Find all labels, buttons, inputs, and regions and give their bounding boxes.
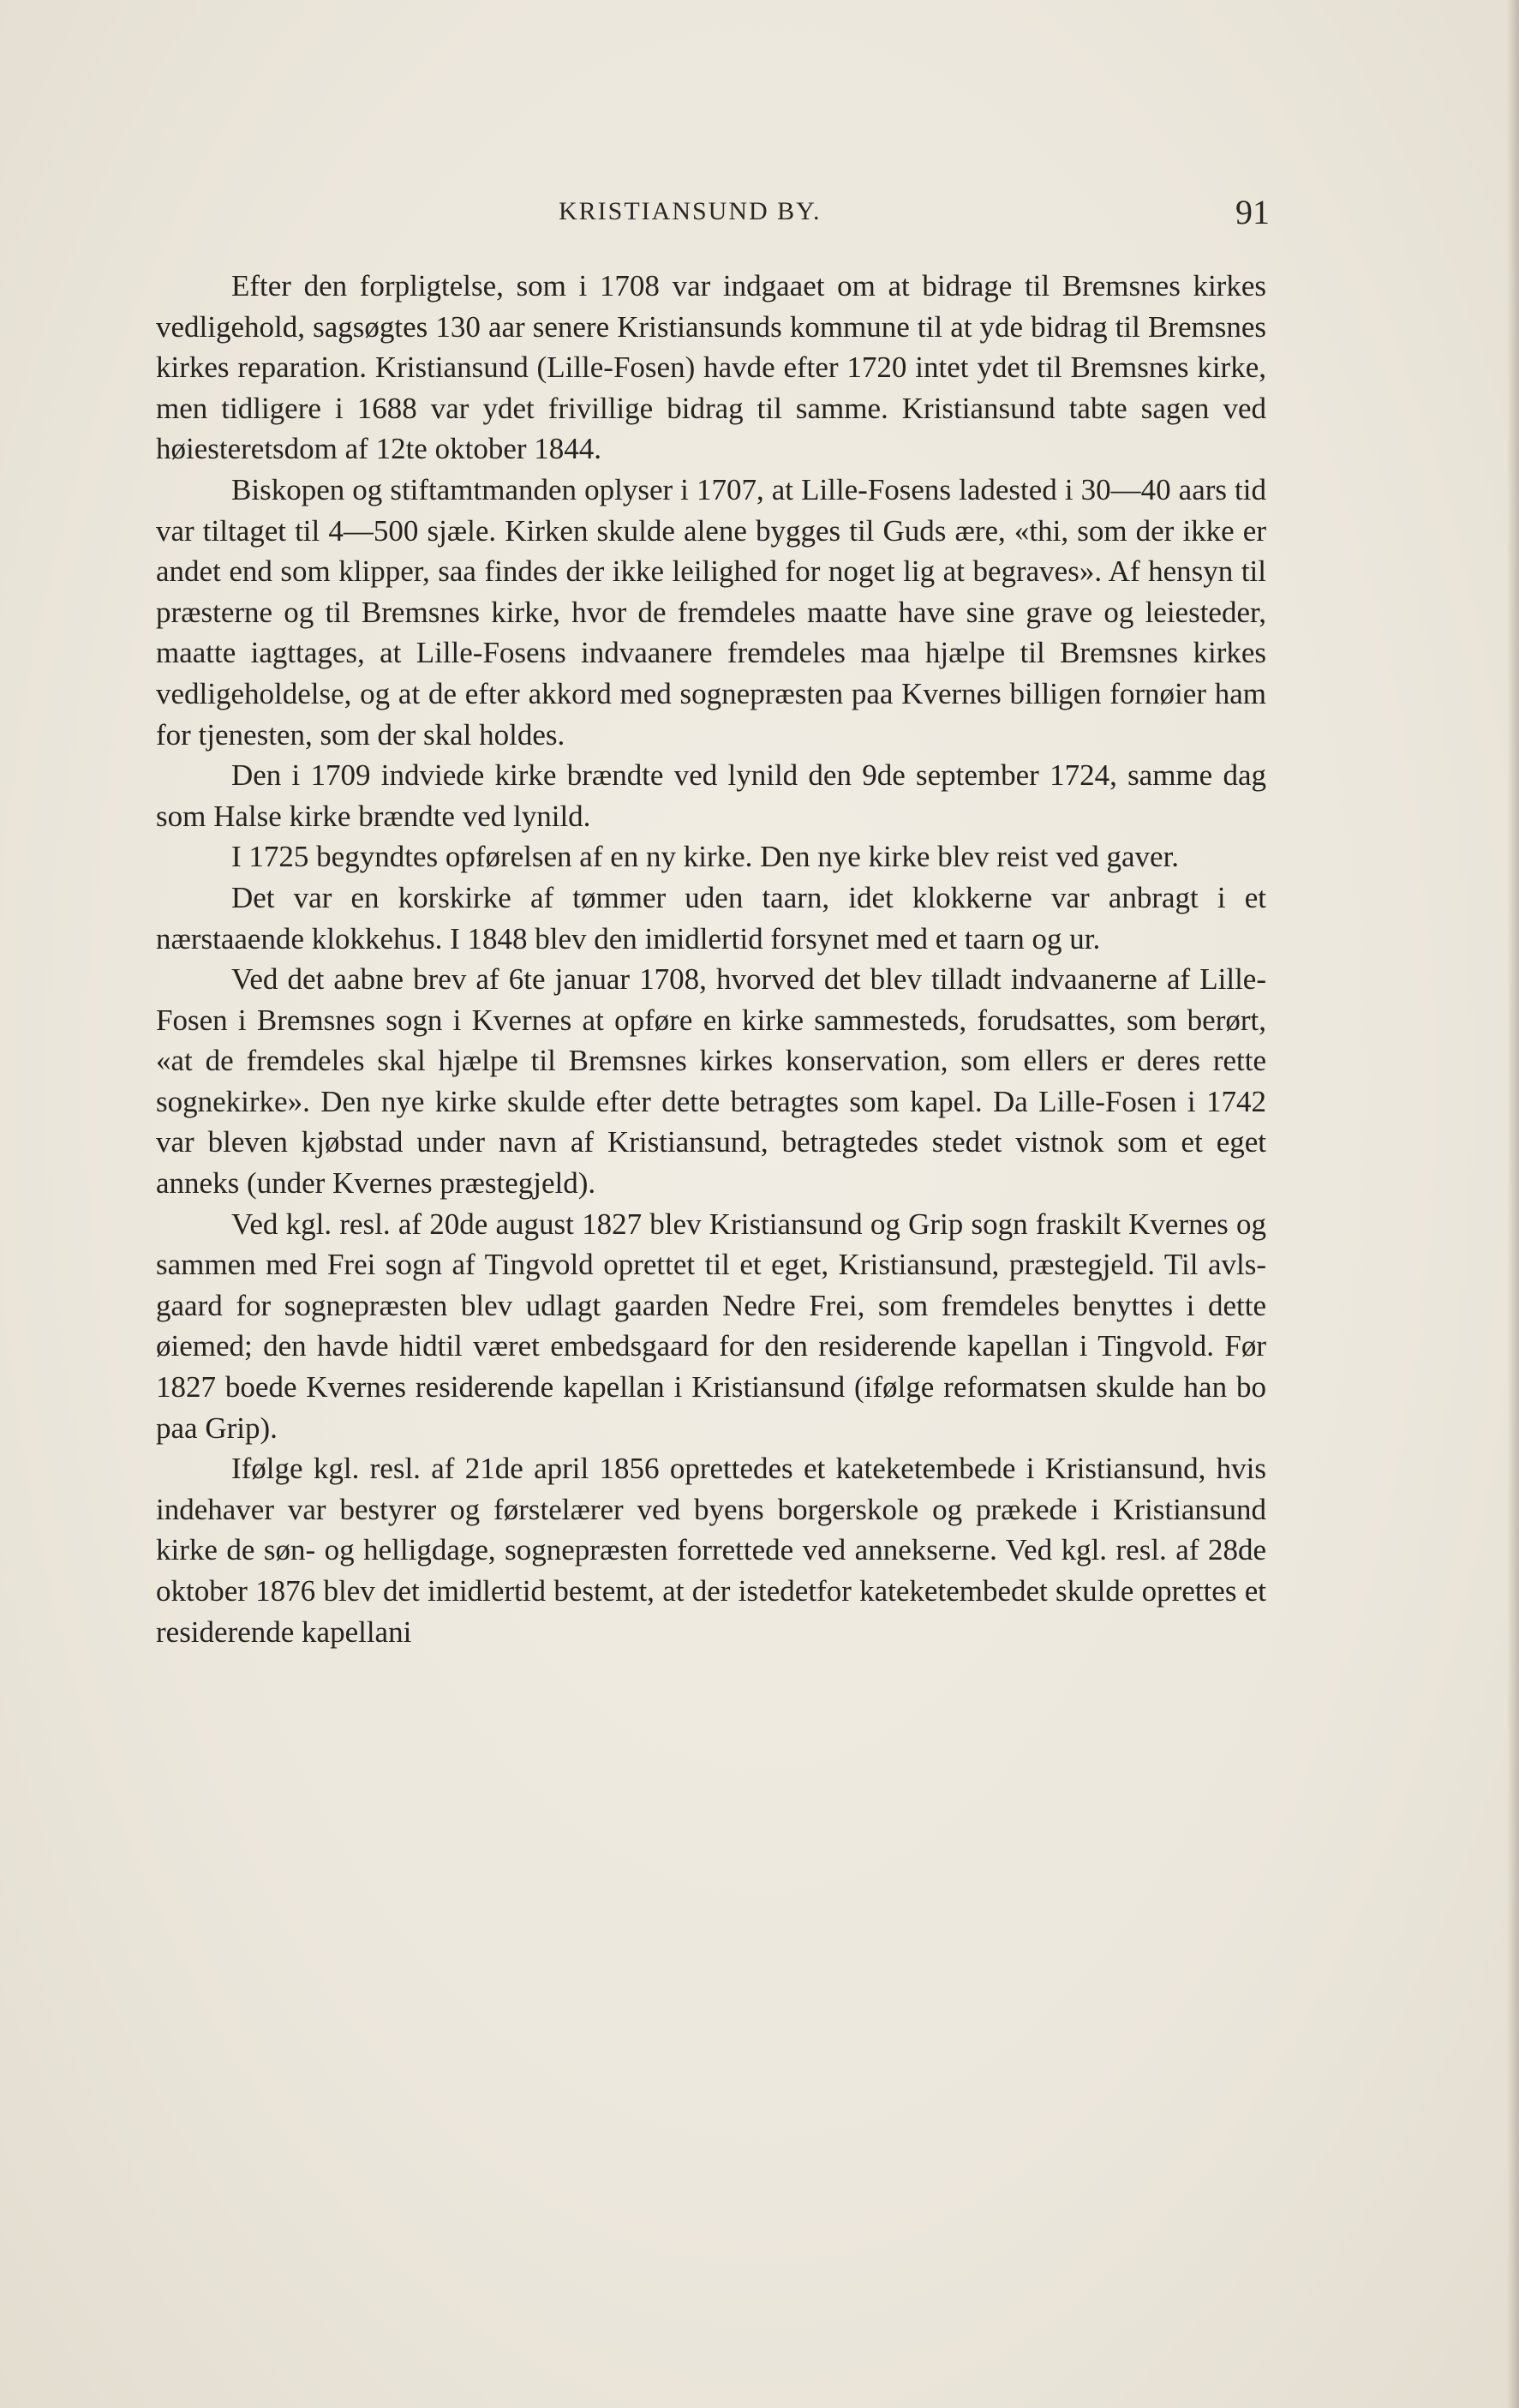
paragraph: Den i 1709 indviede kirke brændte ved lynild den 9de september 1724, samme dag som Halse kirke brændte ved lynild. [156, 758, 1266, 833]
paragraph: Ved det aabne brev af 6te januar 1708, hvorved det blev tilladt indvaanerne af Lille-Fosen i Bremsnes sogn i Kvernes at opføre en kirke sammesteds, forudsattes, som berørt, «at de fremdeles skal hjælpe til Bremsnes kirkes konservation, som ellers er deres rette sognekirke». Den nye kirke skulde efter dette betragtes som kapel. Da Lille-Fosen i 1742 var bleven kjøbstad under navn af Kristiansund, betragtedes stedet vistnok som et eget anneks (under Kvernes præstegjeld). [156, 962, 1266, 1201]
paragraph: Efter den forpligtelse, som i 1708 var indgaaet om at bidrage til Bremsnes kirkes vedligehold, sagsøgtes 130 aar senere Kristiansunds kommune til at yde bidrag til Bremsnes kirkes reparation. Kristiansund (Lille-Fosen) havde efter 1720 intet ydet til Bremsnes kirke, men tidligere i 1688 var ydet frivillige bidrag til samme. Kristiansund tabte sagen ved høiesteretsdom af 12te oktober 1844. [156, 269, 1266, 466]
page-edge-shadow [1507, 0, 1519, 2408]
paragraph: Ved kgl. resl. af 20de august 1827 blev Kristiansund og Grip sogn fraskilt Kvernes og sammen med Frei sogn af Tingvold oprettet til et eget, Kristiansund, præstegjeld. Til avlsgaard for sognepræsten blev udlagt gaarden Nedre Frei, som fremdeles benyttes i dette øiemed; den havde hidtil været embedsgaard for den residerende kapellan i Tingvold. Før 1827 boede Kvernes residerende kapellan i Kristiansund (ifølge reformatsen skulde han bo paa Grip). [156, 1207, 1266, 1445]
body-text [156, 266, 1266, 1652]
paragraph: Det var en korskirke af tømmer uden taarn, idet klokkerne var anbragt i et nærstaaende klokkehus. I 1848 blev den imidlertid forsynet med et taarn og ur. [156, 880, 1266, 955]
paragraph: Ifølge kgl. resl. af 21de april 1856 oprettedes et kateketembede i Kristiansund, hvis indehaver var bestyrer og førstelærer ved byens borgerskole og prækede i Kristiansund kirke de søn- og helligdage, sognepræsten forrettede ved annekserne. Ved kgl. resl. af 28de oktober 1876 blev det imidlertid bestemt, at der istedetfor kateketembedet skulde oprettes et residerende kapellani [156, 1452, 1266, 1649]
paragraph: Biskopen og stiftamtmanden oplyser i 1707, at Lille-Fosens ladested i 30—40 aars tid var tiltaget til 4—500 sjæle. Kirken skulde alene bygges til Guds ære, «thi, som der ikke er andet end som klipper, saa findes der ikke leilighed for noget lig at begraves». Af hensyn til præsterne og til Bremsnes kirke, hvor de fremdeles maatte have sine grave og leiesteder, maatte iagttages, at Lille-Fosens indvaanere fremdeles maa hjælpe til Bremsnes kirkes vedligeholdelse, og at de efter akkord med sognepræsten paa Kvernes billigen fornøier ham for tjenesten, som der skal holdes. [156, 472, 1266, 752]
running-header [156, 192, 1270, 230]
page-number: 91 [1235, 193, 1270, 231]
paragraph: I 1725 begyndtes opførelsen af en ny kirke. Den nye kirke blev reist ved gaver. [231, 840, 1180, 874]
running-title: KRISTIANSUND BY. [559, 197, 822, 225]
